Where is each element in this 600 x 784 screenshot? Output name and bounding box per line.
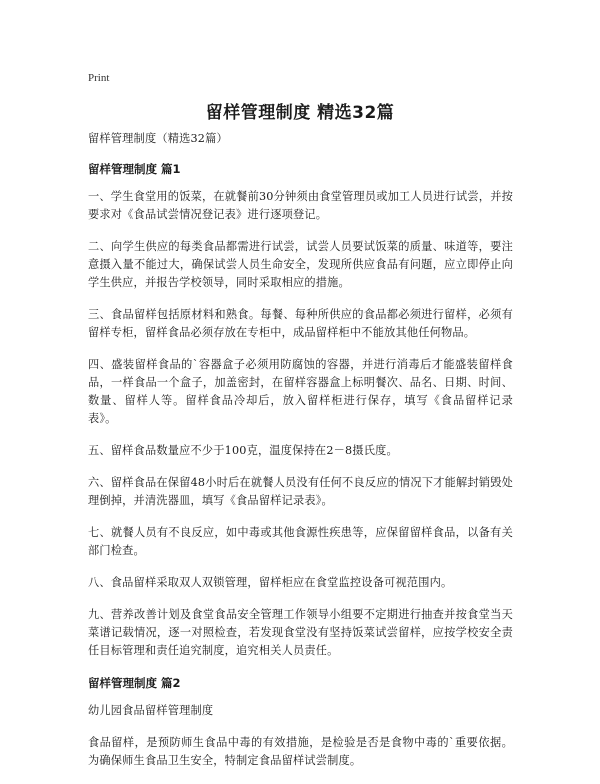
paragraph: 七、就餐人员有不良反应，如中毒或其他食源性疾患等，应保留留样食品，以备有关部门检查。 bbox=[88, 526, 513, 557]
paragraph: 三、食品留样包括原材料和熟食。每餐、每种所供应的食品都必须进行留样，必须有留样专柜，留样食品必须存放在专柜中，成品留样柜中不能放其他任何物品。 bbox=[88, 308, 513, 339]
document-subtitle: 留样管理制度（精选32篇） bbox=[88, 132, 228, 145]
paragraph: 一、学生食堂用的饭菜，在就餐前30分钟须由食堂管理员或加工人员进行试尝，并按要求对《食品试尝情况登记表》进行逐项登记。 bbox=[88, 190, 513, 221]
paragraph: 二、向学生供应的每类食品都需进行试尝，试尝人员要试饭菜的质量、味道等，要注意摄入量不能过大，确保试尝人员生命安全，发现所供应食品有问题，应立即停止向学生供应，并报告学校领导，同时采取相应的措施。 bbox=[88, 240, 513, 289]
document-body bbox=[88, 130, 513, 784]
paragraph: 六、留样食品在保留48小时后在就餐人员没有任何不良反应的情况下才能解封销毁处理倒掉，并清洗器皿，填写《食品留样记录表》。 bbox=[88, 476, 513, 507]
paragraph: 幼儿园食品留样管理制度 bbox=[88, 704, 214, 717]
section-heading-2: 留样管理制度 篇2 bbox=[88, 676, 181, 690]
paragraph: 八、食品留样采取双人双锁管理，留样柜应在食堂监控设备可视范围内。 bbox=[88, 576, 453, 589]
paragraph: 五、留样食品数量应不少于100克，温度保持在2－8摄氏度。 bbox=[88, 444, 398, 457]
paragraph: 四、盛装留样食品的`容器盒子必须用防腐蚀的容器，并进行消毒后才能盛装留样食品，一样食品一个盒子，加盖密封，在留样容器盒上标明餐次、品名、日期、时间、数量、留样人等。留样食品冷却后，放入留样柜进行保存，填写《食品留样记录表》。 bbox=[88, 358, 513, 425]
section-heading-1: 留样管理制度 篇1 bbox=[88, 162, 181, 176]
paragraph: 食品留样，是预防师生食品中毒的有效措施，是检验是否是食物中毒的`重要依据。为确保师生食品卫生安全，特制定食品留样试尝制度。 bbox=[88, 736, 513, 767]
page-title: 留样管理制度 精选32篇 bbox=[205, 103, 395, 123]
paragraph: 九、营养改善计划及食堂食品安全管理工作领导小组要不定期进行抽查并按食堂当天菜谱记载情况，逐一对照检查，若发现食堂没有坚持饭菜试尝留样，应按学校安全责任目标管理和责任追究制度，追究相关人员责任。 bbox=[88, 608, 513, 657]
print-link[interactable]: Print bbox=[88, 72, 110, 84]
